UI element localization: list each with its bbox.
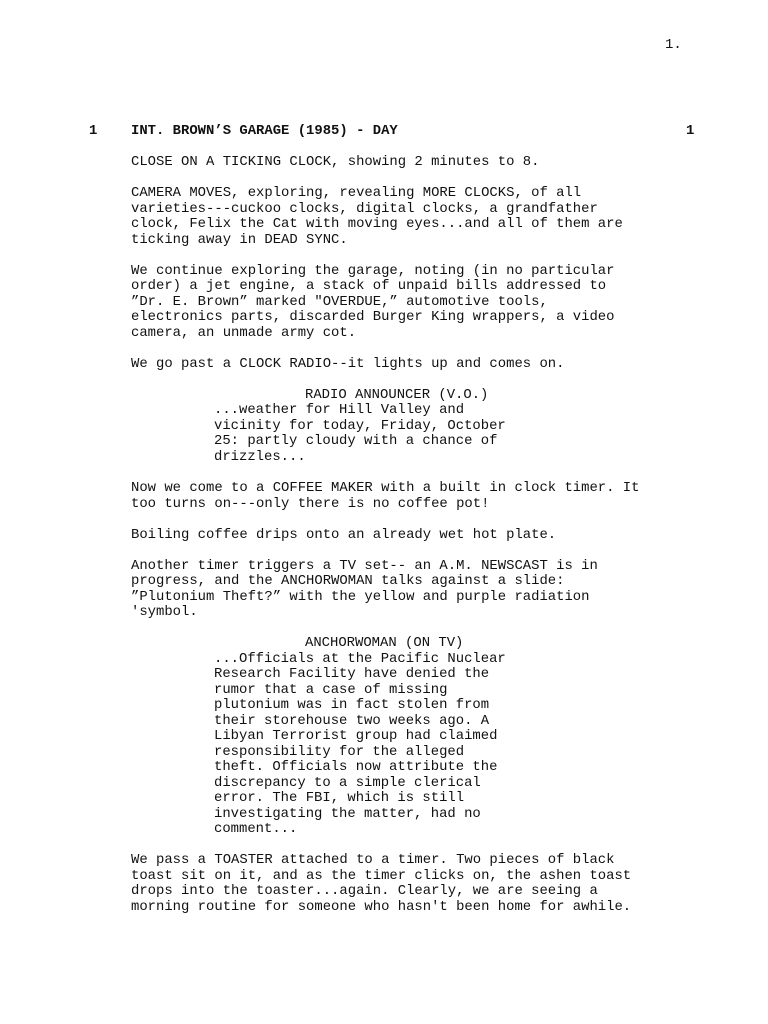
action-line: clock, Felix the Cat with moving eyes...and all of them are — [131, 216, 623, 232]
action-line: toast sit on it, and as the timer clicks on, the ashen toast — [131, 868, 632, 884]
action-line: too turns on---only there is no coffee pot! — [131, 496, 490, 512]
dialogue-line: Libyan Terrorist group had claimed — [214, 728, 498, 744]
action-line: Another timer triggers a TV set-- an A.M. NEWSCAST is in — [131, 558, 598, 574]
action-line: drops into the toaster...again. Clearly, we are seeing a — [131, 883, 598, 899]
action-line: camera, an unmade army cot. — [131, 325, 357, 341]
action-line: 'symbol. — [131, 604, 198, 620]
action-line: We pass a TOASTER attached to a timer. Two pieces of black — [131, 852, 615, 868]
dialogue-line: investigating the matter, had no — [214, 806, 481, 822]
character-name: RADIO ANNOUNCER (V.O.) — [305, 387, 489, 403]
dialogue-line: ...Officials at the Pacific Nuclear — [214, 651, 506, 667]
action-line: Boiling coffee drips onto an already wet hot plate. — [131, 527, 557, 543]
dialogue-line: error. The FBI, which is still — [214, 790, 465, 806]
dialogue-line: their storehouse two weeks ago. A — [214, 713, 490, 729]
dialogue-line: comment... — [214, 821, 298, 837]
dialogue-line: responsibility for the alleged — [214, 744, 465, 760]
scene-number-right: 1 — [686, 123, 695, 139]
action-line: We continue exploring the garage, noting (in no particular — [131, 263, 615, 279]
dialogue-line: plutonium was in fact stolen from — [214, 697, 490, 713]
dialogue-line: theft. Officials now attribute the — [214, 759, 498, 775]
action-line: ticking away in DEAD SYNC. — [131, 232, 348, 248]
scene-heading: INT. BROWN’S GARAGE (1985) - DAY — [131, 123, 398, 139]
action-line: progress, and the ANCHORWOMAN talks against a slide: — [131, 573, 565, 589]
action-line: Now we come to a COFFEE MAKER with a built in clock timer. It — [131, 480, 640, 496]
action-line: order) a jet engine, a stack of unpaid bills addressed to — [131, 278, 607, 294]
action-line: CLOSE ON A TICKING CLOCK, showing 2 minutes to 8. — [131, 154, 540, 170]
action-line: varieties---cuckoo clocks, digital clocks, a grandfather — [131, 201, 598, 217]
dialogue-line: rumor that a case of missing — [214, 682, 448, 698]
scene-number-left: 1 — [89, 123, 98, 139]
dialogue-line: ...weather for Hill Valley and — [214, 402, 465, 418]
character-name: ANCHORWOMAN (ON TV) — [305, 635, 464, 651]
dialogue-line: vicinity for today, Friday, October — [214, 418, 506, 434]
dialogue-line: drizzles... — [214, 449, 306, 465]
dialogue-line: discrepancy to a simple clerical — [214, 775, 481, 791]
dialogue-line: 25: partly cloudy with a chance of — [214, 433, 498, 449]
action-line: morning routine for someone who hasn't been home for awhile. — [131, 899, 632, 915]
page-number: 1. — [665, 37, 682, 53]
dialogue-line: Research Facility have denied the — [214, 666, 490, 682]
action-line: electronics parts, discarded Burger King wrappers, a video — [131, 309, 615, 325]
action-line: ”Plutonium Theft?” with the yellow and purple radiation — [131, 589, 590, 605]
action-line: We go past a CLOCK RADIO--it lights up and comes on. — [131, 356, 565, 372]
action-line: ”Dr. E. Brown” marked "OVERDUE,” automotive tools, — [131, 294, 548, 310]
action-line: CAMERA MOVES, exploring, revealing MORE CLOCKS, of all — [131, 185, 582, 201]
